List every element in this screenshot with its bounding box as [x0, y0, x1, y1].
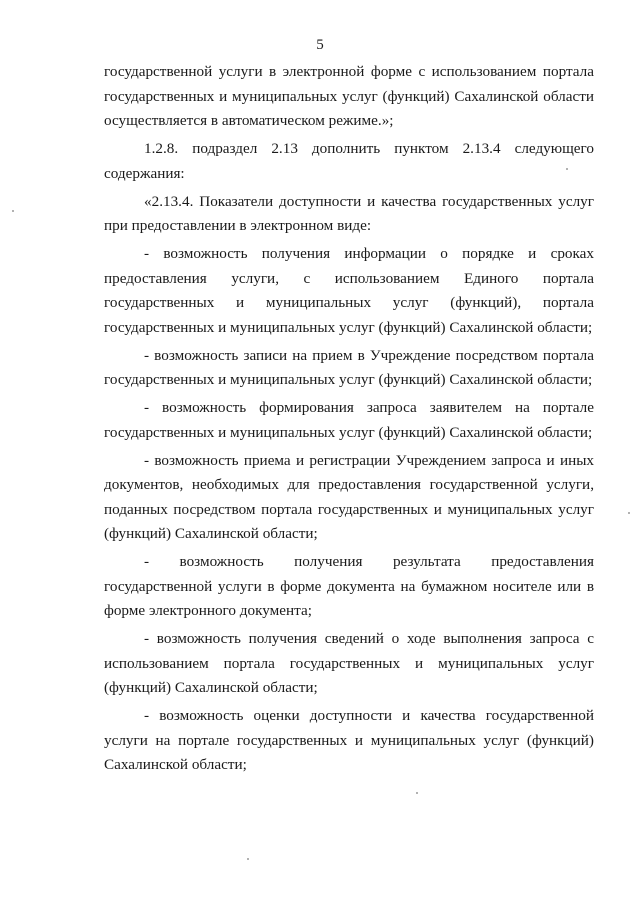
- page-number: 5: [316, 37, 324, 53]
- scan-speck: [566, 168, 568, 170]
- scan-speck: [247, 858, 249, 860]
- list-item-evaluation: - возможность оценки доступности и качества государственной услуги на портале государственных и муниципальных услуг (функций) Сахалинской области;: [104, 707, 594, 773]
- scan-speck: [12, 210, 14, 212]
- paragraph-amendment-1-2-8: 1.2.8. подраздел 2.13 дополнить пунктом 2.13.4 следующего содержания:: [104, 140, 594, 182]
- paragraph-continuation: государственной услуги в электронной форме с использованием портала государственных и муниципальных услуг (функций) Сахалинской области осуществляется в автоматическом режиме.»;: [104, 63, 594, 129]
- list-item-information: - возможность получения информации о порядке и сроках предоставления услуги, с использованием Единого портала государственных и муниципальных услуг (функций), портала государственных и муниципальных услуг (функций) Сахалинской области;: [104, 245, 594, 336]
- list-item-request-form: - возможность формирования запроса заявителем на портале государственных и муниципальных услуг (функций) Сахалинской области;: [104, 399, 594, 441]
- scan-speck: [416, 792, 418, 794]
- document-body: [104, 60, 594, 781]
- list-item-status: - возможность получения сведений о ходе выполнения запроса с использованием портала государственных и муниципальных услуг (функций) Сахалинской области;: [104, 630, 594, 696]
- scan-speck: [628, 512, 630, 514]
- list-item-result: - возможность получения результата предоставления государственной услуги в форме документа на бумажном носителе или в форме электронного документа;: [104, 553, 594, 619]
- list-item-appointment: - возможность записи на прием в Учреждение посредством портала государственных и муниципальных услуг (функций) Сахалинской области;: [104, 346, 594, 388]
- paragraph-clause-2-13-4: «2.13.4. Показатели доступности и качества государственных услуг при предоставлении в электронном виде:: [104, 192, 594, 234]
- list-item-registration: - возможность приема и регистрации Учреждением запроса и иных документов, необходимых для предоставления государственной услуги, поданных посредством портала государственных и муниципальных услуг (функций) Сахалинской области;: [104, 451, 594, 542]
